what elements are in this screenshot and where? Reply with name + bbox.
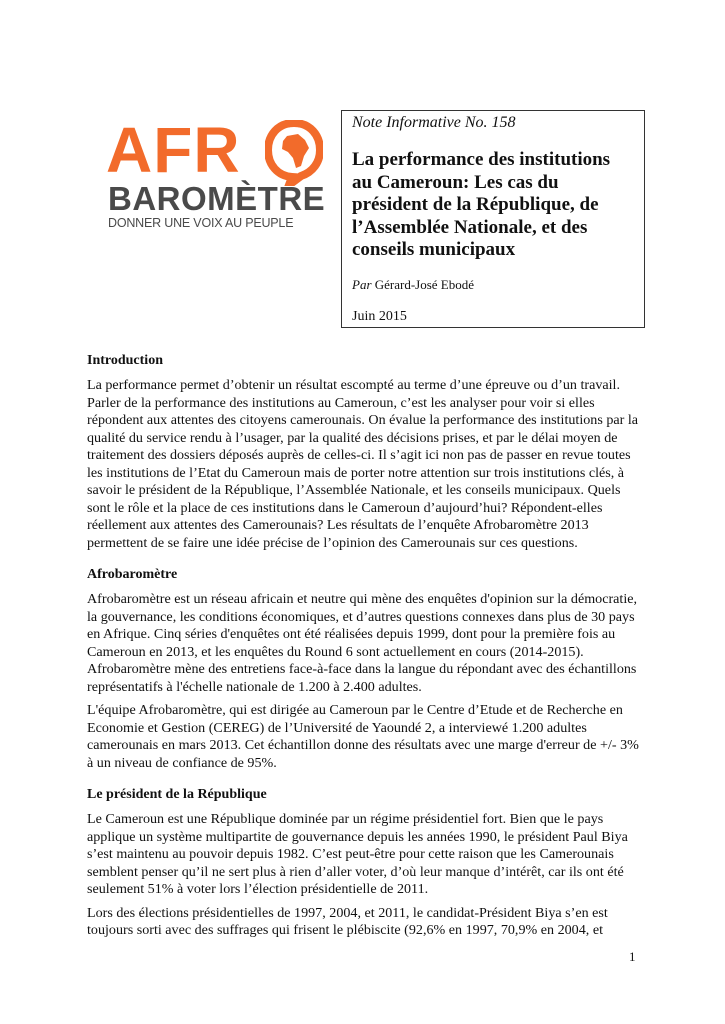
paragraph: Afrobaromètre est un réseau africain et neutre qui mène des enquêtes d'opinion sur la démocratie, la gouvernance, les conditions économiques, et d’autres questions connexes dans plus de 30 pays en Afrique. Cinq séries d'enquêtes ont été réalisées depuis 1999, dont pour la première fois au Cameroun en 2013, et les enquêtes du Round 6 sont actuellement en cours (2014-2015). Afrobaromètre mène des entretiens face-à-face dans la langue du répondant avec des échantillons représentatifs à l'échelle nationale de 1.200 à 2.400 adultes. (87, 591, 638, 695)
section-heading: Le président de la République (87, 787, 267, 802)
africa-speech-bubble-icon (265, 120, 323, 186)
section-heading: Afrobaromètre (87, 567, 178, 582)
section-president (87, 786, 643, 940)
paragraph: Lors des élections présidentielles de 1997, 2004, et 2011, le candidat-Président Biya s’en est toujours sorti avec des suffrages qui frisent le plébiscite (92,6% en 1997, 70,9% en 2004, et (87, 904, 608, 938)
logo-barometre-text: BAROMÈTRE (108, 180, 326, 217)
logo-tagline: DONNER UNE VOIX AU PEUPLE (108, 216, 294, 230)
note-number: Note Informative No. 158 (352, 114, 516, 131)
author-name: Gérard-José Ebodé (374, 277, 475, 292)
document-body (87, 352, 643, 946)
publication-date: Juin 2015 (352, 309, 407, 324)
section-introduction (87, 352, 643, 552)
paragraph: L'équipe Afrobaromètre, qui est dirigée au Cameroun par le Centre d’Etude et de Recherche en Economie et Gestion (CEREG) de l’Université de Yaoundé 2, a interviewé 1.200 adultes camerounais en mars 2013. Cet échantillon donne des résultats avec une marge d'erreur de +/- 3% à un niveau de confiance de 95%. (87, 702, 639, 771)
paragraph: La performance permet d’obtenir un résultat escompté au terme d’une épreuve ou d’un travail. Parler de la performance des institutions au Cameroun, c’est les analyser pour voir si elles répondent aux attentes des citoyens camerounais. On évalue la performance des institutions par la qualité du service rendu à l’usager, par la qualité des décisions prises, et par le délai moyen de traitement des dossiers déposés auprès de celles-ci. Il s’agit ici non pas de passer en revue toutes les institutions de l’Etat du Cameroun mais de porter notre attention sur trois institutions clés, à savoir le président de la République, l’Assemblée Nationale, et les conseils municipaux. Quels sont le rôle et la place de ces institutions dans le Cameroun d’aujourd’hui? Répondent-elles réellement aux attentes des Camerounais? Les résultats de l’enquête Afrobaromètre 2013 permettent de se faire une idée précise de l’opinion des Camerounais sur ces questions. (87, 377, 639, 551)
page-number: 1 (629, 949, 636, 964)
paragraph: Le Cameroun est une République dominée par un régime présidentiel fort. Bien que le pays applique un système multipartite de gouvernance depuis les années 1990, le président Paul Biya s’est maintenu au pouvoir depuis 1982. C’est peut-être pour cette raison que les Camerounais semblent penser qu’il ne sert plus à rien d’aller voter, d’où leur manque d’intérêt, car ils ont été seulement 51% à voter lors l’élection présidentielle de 2011. (87, 811, 628, 897)
logo-afro-text: AFR (106, 114, 241, 186)
afrobarometre-logo (106, 114, 326, 230)
section-heading: Introduction (87, 353, 163, 368)
author-line (352, 277, 474, 293)
document-title: La performance des institutions au Cameroun: Les cas du président de la République, de l’Assemblée Nationale, et des conseils municipaux (352, 149, 611, 260)
author-prefix: Par (352, 277, 372, 292)
section-afrobarometre (87, 566, 643, 772)
note-title-box (341, 110, 645, 328)
